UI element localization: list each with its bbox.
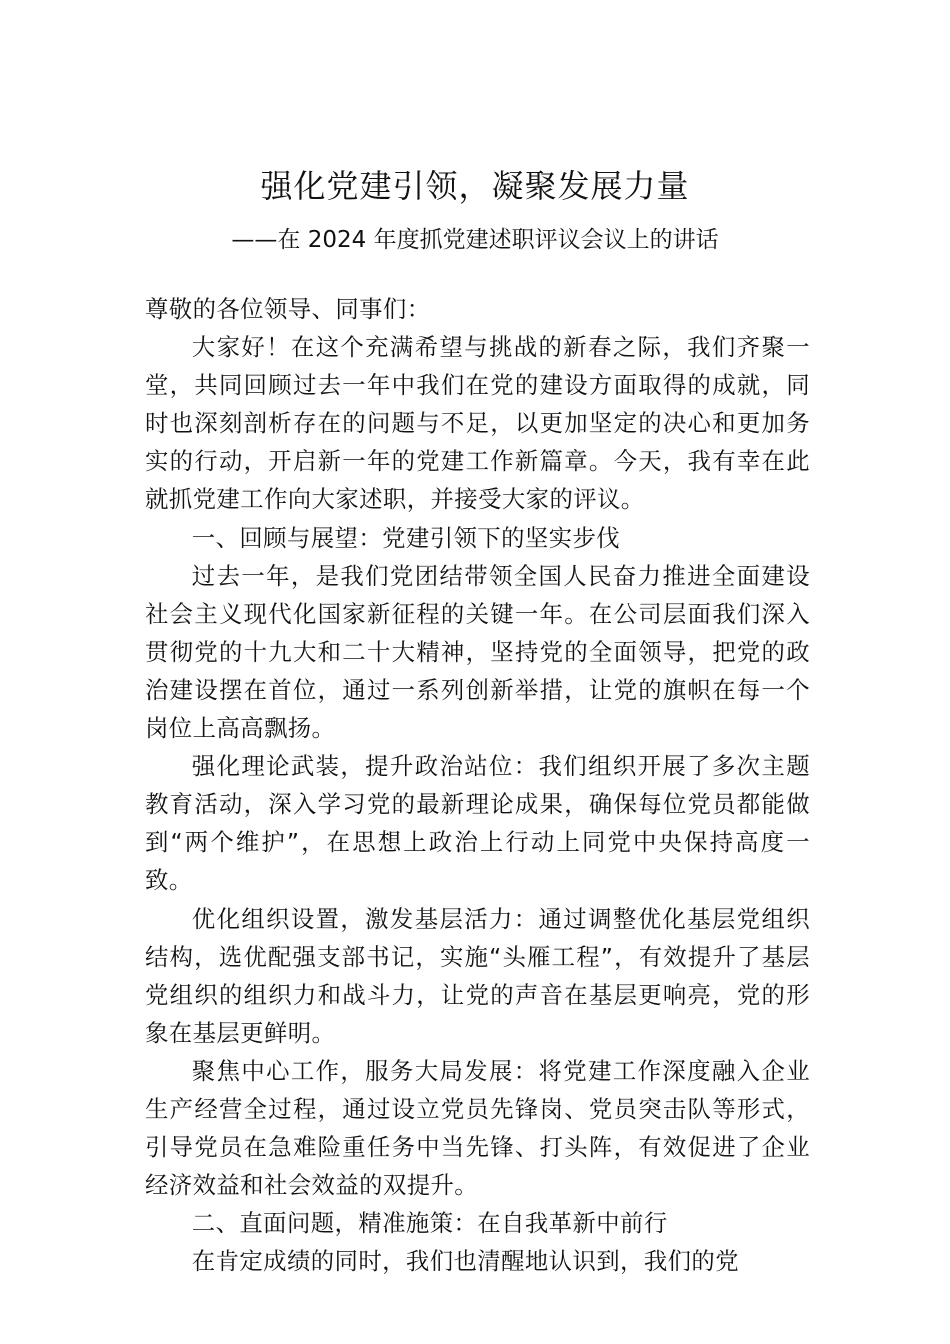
paragraph-problems: 在肯定成绩的同时，我们也清醒地认识到，我们的党 (191, 1247, 739, 1276)
paragraph-theory: 强化理论武装，提升政治站位：我们组织开展了多次主题教育活动，深入学习党的最新理论成果，确保每位党员都能做到“两个维护”，在思想上政治上行动上同党中央保持高度一致。 (145, 752, 810, 895)
document-subtitle: ——在 2024 年度抓党建述职评议会议上的讲话 (231, 227, 719, 253)
paragraph-organization: 优化组织设置，激发基层活力：通过调整优化基层党组织结构，选优配强支部书记，实施“头雁工程”，有效提升了基层党组织的组织力和战斗力，让党的声音在基层更响亮，党的形象在基层更鲜明。 (145, 904, 810, 1047)
paragraph-opening: 大家好！在这个充满希望与挑战的新春之际，我们齐聚一堂，共同回顾过去一年中我们在党的建设方面取得的成就，同时也深刻剖析存在的问题与不足，以更加坚定的决心和更加务实的行动，开启新一年的党建工作新篇章。今天，我有幸在此就抓党建工作向大家述职，并接受大家的评议。 (145, 333, 810, 514)
paragraph-review: 过去一年，是我们党团结带领全国人民奋力推进全面建设社会主义现代化国家新征程的关键一年。在公司层面我们深入贯彻党的十九大和二十大精神，坚持党的全面领导，把党的政治建设摆在首位，通过一系列创新举措，让党的旗帜在每一个岗位上高高飘扬。 (145, 561, 810, 743)
salutation: 尊敬的各位领导、同事们： (145, 295, 431, 323)
document-body (145, 290, 810, 1280)
section-heading-2: 二、直面问题，精准施策：在自我革新中前行 (191, 1209, 668, 1238)
section-heading-1: 一、回顾与展望：党建引领下的坚实步伐 (191, 523, 621, 552)
document-title: 强化党建引领，凝聚发展力量 (260, 167, 690, 205)
paragraph-central-work: 聚焦中心工作，服务大局发展：将党建工作深度融入企业生产经营全过程，通过设立党员先锋岗、党员突击队等形式，引导党员在急难险重任务中当先锋、打头阵，有效促进了企业经济效益和社会效益的双提升。 (145, 1056, 810, 1200)
